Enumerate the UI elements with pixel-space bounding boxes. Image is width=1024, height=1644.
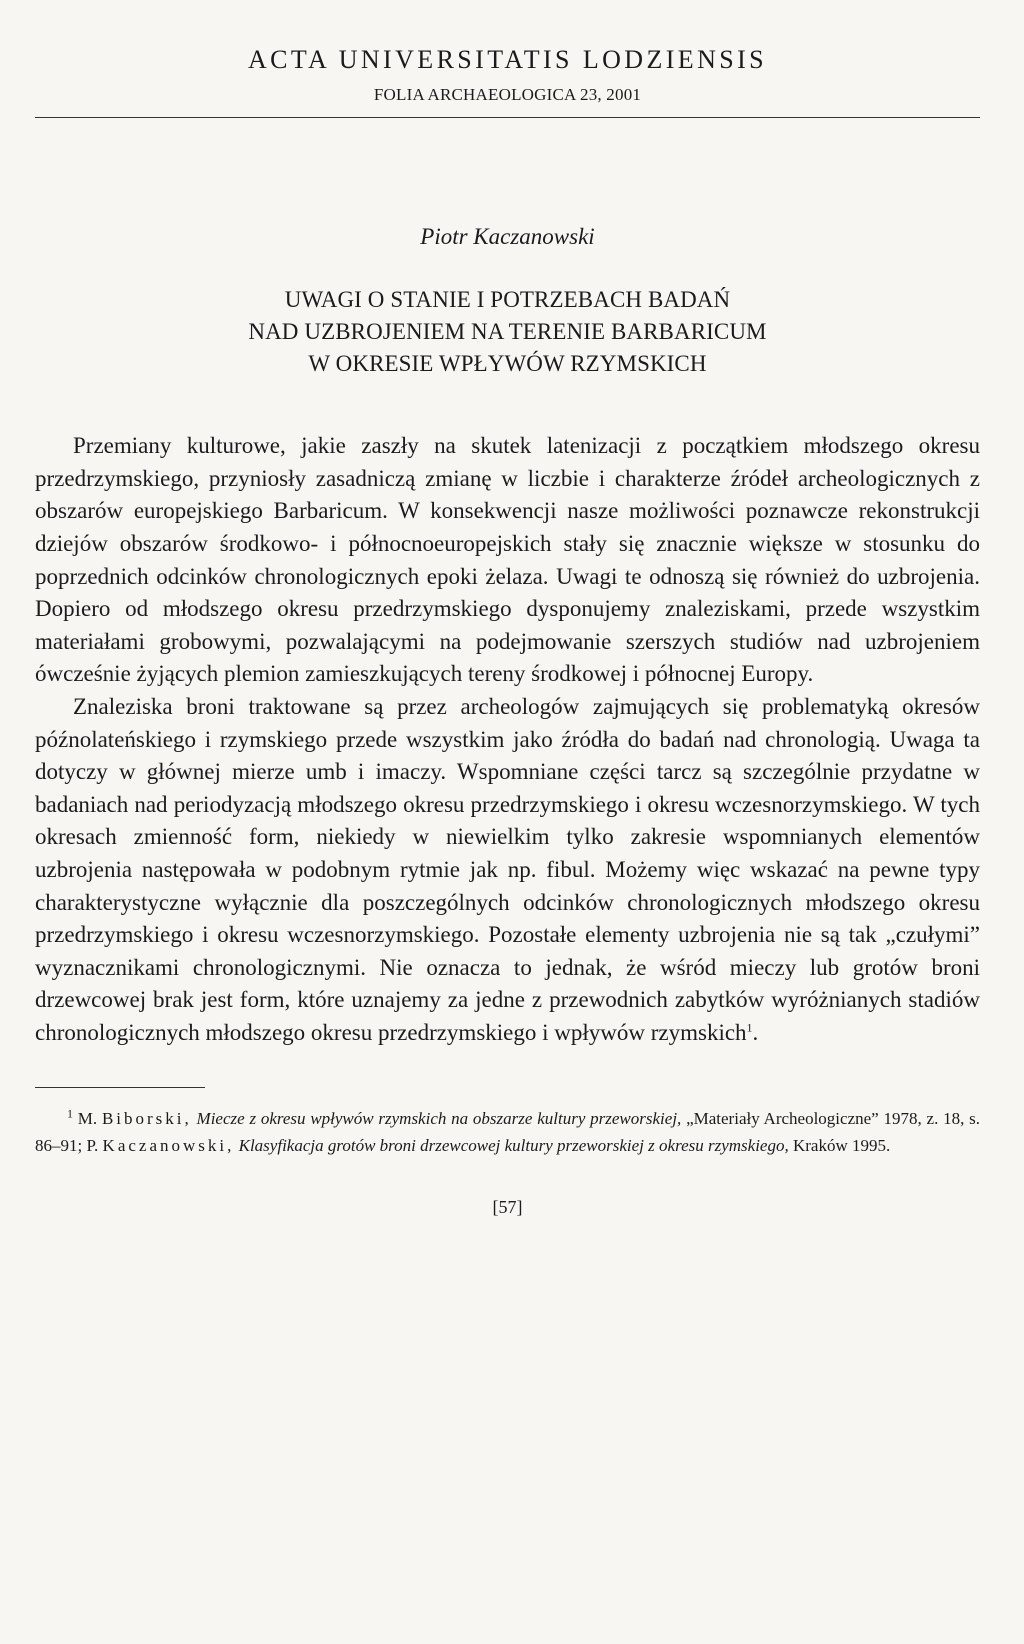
footnote — [35, 1106, 980, 1159]
body-paragraph: Znaleziska broni traktowane są przez archeologów zajmujących się problematyką okresów późnolateńskiego i rzymskiego przede wszystkim jako źródła do badań nad chronologią. Uwaga ta dotyczy w głównej mierze umb i imaczy. Wspomniane części tarcz są szczególnie przydatne w badaniach nad periodyzacją młodszego okresu przedrzymskiego i okresu wczesnorzymskiego. W tych okresach zmienność form, niekiedy w niewielkim tylko zakresie wspomnianych elementów uzbrojenia następowała w podobnym rytmie jak np. fibul. Możemy więc wskazać na pewne typy charakterystyczne wyłącznie dla poszczególnych odcinków chronologicznych młodszego okresu przedrzymskiego i okresu wczesnorzymskiego. Pozostałe elementy uzbrojenia nie są tak „czułymi” wyznacznikami chronologicznymi. Nie oznacza to jednak, że wśród mieczy lub grotów broni drzewcowej brak jest form, które uznajemy za jedne z przewodnich zabytków wyróżnianych stadiów chronologicznych młodszego okresu przedrzymskiego i wpływów rzymskich$^1$. — [35, 693, 980, 1045]
title-line: W OKRESIE WPŁYWÓW RZYMSKICH — [308, 351, 707, 377]
body-paragraph — [35, 430, 980, 691]
footnote-title: Miecze z okresu wpływów rzymskich na obszarze kultury przeworskiej, — [196, 1109, 682, 1129]
footnote-author: Biborski, — [101, 1109, 192, 1129]
title-line: UWAGI O STANIE I POTRZEBACH BADAŃ — [284, 287, 731, 313]
article-author: Piotr Kaczanowski — [420, 224, 595, 250]
footnote-journal: „Materiały Archeologiczne” 1978, z. 18, s. 86–91; P. — [35, 1109, 980, 1155]
paragraph-text: Znaleziska broni traktowane są przez archeologów zajmujących się problematyką okresów późnolateńskiego i rzymskiego przede wszystkim jako źródła do badań nad chronologią. Uwaga ta dotyczy w głównej mierze umb i imaczy. Wspomniane części tarcz są szczególnie przydatne w badaniach nad periodyzacją młodszego okresu przedrzymskiego i okresu wczesnorzymskiego. W tych okresach zmienność form, niekiedy w niewielkim tylko zakresie wspomnianych elementów uzbrojenia następowała w podobnym rytmie jak np. fibul. Możemy więc wskazać na pewne typy charakterystyczne wyłącznie dla poszczególnych odcinków chronologicznych młodszego okresu przedrzymskiego i okresu wczesnorzymskiego. Pozostałe elementy uzbrojenia nie są tak „czułymi” wyznacznikami chronologicznymi. Nie oznacza to jednak, że wśród mieczy lub grotów broni drzewcowej brak jest form, które uznajemy za jedne z przewodnich zabytków wyróżnianych stadiów chronologicznych młodszego okresu przedrzymskiego i wpływów rzymskich — [35, 693, 980, 1045]
page-number: [57] — [492, 1197, 523, 1218]
footnote-publication: Kraków 1995. — [792, 1135, 891, 1155]
journal-name: ACTA UNIVERSITATIS LODZIENSIS — [247, 45, 768, 74]
title-line: NAD UZBROJENIEM NA TERENIE BARBARICUM — [248, 319, 767, 345]
article-body — [35, 430, 980, 1049]
footnote-author-initial: M. — [77, 1109, 98, 1129]
document-page — [35, 40, 980, 1218]
article-title — [35, 284, 980, 380]
paragraph-text: Przemiany kulturowe, jakie zaszły na skutek latenizacji z początkiem młodszego okresu przedrzymskiego, przyniosły zasadniczą zmianę w liczbie i charakterze źródeł archeologicznych z obszarów europejskiego Barbaricum. W konsekwencji nasze możliwości poznawcze rekonstrukcji dziejów obszarów środkowo- i północnoeuropejskich stały się znacznie większe w stosunku do poprzednich odcinków chronologicznych epoki żelaza. Uwagi te odnoszą się również do uzbrojenia. Dopiero od młodszego okresu przedrzymskiego dysponujemy znaleziskami, przede wszystkim materiałami grobowymi, pozwalającymi na podejmowanie szerszych studiów nad uzbrojeniem ówcześnie żyjących plemion zamieszkujących tereny środkowej i północnej Europy. — [35, 433, 980, 687]
journal-series: FOLIA ARCHAEOLOGICA 23, 2001 — [373, 85, 642, 105]
footnote-reference[interactable]: 1 — [746, 1020, 753, 1035]
footnote-author: Kaczanowski, — [102, 1135, 235, 1155]
header-divider — [35, 117, 980, 118]
footnote-title: Klasyfikacja grotów broni drzewcowej kultury przeworskiej z okresu rzymskiego, — [238, 1135, 789, 1155]
footnote-number: 1 — [67, 1106, 73, 1121]
footnote-divider — [35, 1087, 205, 1088]
